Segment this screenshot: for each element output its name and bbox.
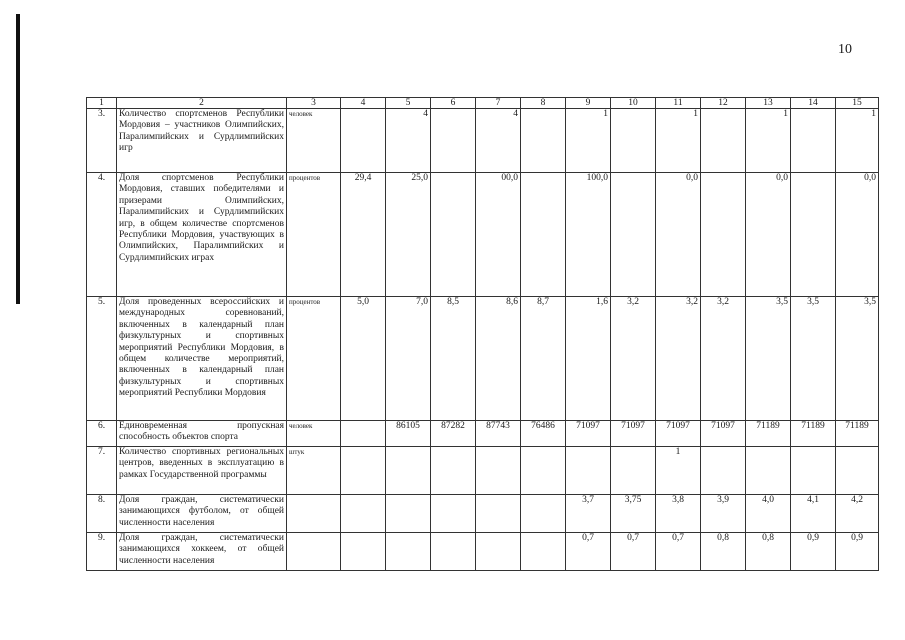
value-cell: [521, 533, 566, 571]
header-cell: 15: [836, 98, 879, 109]
value-cell: [701, 447, 746, 495]
unit-of-measure: [287, 495, 341, 533]
value-cell: 71097: [656, 421, 701, 447]
value-cell: 25,0: [386, 173, 431, 297]
table-row: [87, 533, 879, 571]
value-cell: [476, 495, 521, 533]
value-cell: 0,8: [746, 533, 791, 571]
value-cell: [611, 173, 656, 297]
value-cell: 0,7: [656, 533, 701, 571]
row-number: 9.: [87, 533, 117, 571]
value-cell: 3,75: [611, 495, 656, 533]
unit-of-measure: штук: [287, 447, 341, 495]
value-cell: 0,0: [836, 173, 879, 297]
indicator-name: Доля спортсменов Республики Мордовия, ставших победителями и призерами Олимпийских, Паралимпийских и Сурдлимпийских игр, в общем количестве спортсменов Республики Мордовия, участвующих в Олимпийских, Паралимпийских и Сурдлимпийских играх: [117, 173, 287, 297]
value-cell: 8,7: [521, 297, 566, 421]
value-cell: 71097: [566, 421, 611, 447]
value-cell: [566, 447, 611, 495]
value-cell: 3,7: [566, 495, 611, 533]
value-cell: 3,5: [836, 297, 879, 421]
value-cell: 0,9: [791, 533, 836, 571]
value-cell: 1: [566, 109, 611, 173]
value-cell: [431, 495, 476, 533]
value-cell: 0,8: [701, 533, 746, 571]
header-cell: 8: [521, 98, 566, 109]
value-cell: 87282: [431, 421, 476, 447]
value-cell: 8,5: [431, 297, 476, 421]
header-row: [87, 98, 879, 109]
header-cell: 2: [117, 98, 287, 109]
value-cell: 00,0: [476, 173, 521, 297]
value-cell: 100,0: [566, 173, 611, 297]
value-cell: [701, 173, 746, 297]
table-row: [87, 495, 879, 533]
indicator-name: Единовременная пропускная способность объектов спорта: [117, 421, 287, 447]
header-cell: 4: [341, 98, 386, 109]
value-cell: 7,0: [386, 297, 431, 421]
value-cell: 1: [746, 109, 791, 173]
value-cell: [431, 447, 476, 495]
value-cell: [521, 173, 566, 297]
value-cell: [836, 447, 879, 495]
value-cell: [746, 447, 791, 495]
value-cell: 3,8: [656, 495, 701, 533]
value-cell: [521, 495, 566, 533]
value-cell: [791, 109, 836, 173]
indicator-name: Количество спортсменов Республики Мордовия – участников Олимпийских, Паралимпийских и Сурдлимпийских игр: [117, 109, 287, 173]
value-cell: 86105: [386, 421, 431, 447]
value-cell: 4,2: [836, 495, 879, 533]
unit-of-measure: процентов: [287, 173, 341, 297]
value-cell: 4,1: [791, 495, 836, 533]
value-cell: 3,2: [701, 297, 746, 421]
value-cell: [521, 447, 566, 495]
value-cell: 1: [656, 109, 701, 173]
value-cell: 71097: [611, 421, 656, 447]
header-cell: 5: [386, 98, 431, 109]
indicators-table: [86, 97, 879, 571]
header-cell: 14: [791, 98, 836, 109]
table-row: [87, 109, 879, 173]
value-cell: [611, 447, 656, 495]
value-cell: [791, 173, 836, 297]
value-cell: 76486: [521, 421, 566, 447]
table-row: [87, 297, 879, 421]
unit-of-measure: человек: [287, 109, 341, 173]
unit-of-measure: человек: [287, 421, 341, 447]
value-cell: 71097: [701, 421, 746, 447]
unit-of-measure: [287, 533, 341, 571]
value-cell: 71189: [746, 421, 791, 447]
value-cell: 0,9: [836, 533, 879, 571]
value-cell: [341, 109, 386, 173]
value-cell: [341, 533, 386, 571]
row-number: 6.: [87, 421, 117, 447]
value-cell: 0,0: [746, 173, 791, 297]
value-cell: [431, 533, 476, 571]
value-cell: [521, 109, 566, 173]
header-cell: 7: [476, 98, 521, 109]
value-cell: [476, 533, 521, 571]
value-cell: 3,5: [746, 297, 791, 421]
table-row: [87, 447, 879, 495]
value-cell: [476, 447, 521, 495]
value-cell: 71189: [836, 421, 879, 447]
indicator-name: Доля граждан, систематически занимающихся хоккеем, от общей численности населения: [117, 533, 287, 571]
value-cell: [386, 533, 431, 571]
value-cell: 4,0: [746, 495, 791, 533]
header-cell: 13: [746, 98, 791, 109]
value-cell: [701, 109, 746, 173]
value-cell: 0,0: [656, 173, 701, 297]
page-number: 10: [838, 42, 852, 57]
header-cell: 11: [656, 98, 701, 109]
value-cell: 1,6: [566, 297, 611, 421]
value-cell: 0,7: [566, 533, 611, 571]
value-cell: 87743: [476, 421, 521, 447]
value-cell: 29,4: [341, 173, 386, 297]
row-number: 8.: [87, 495, 117, 533]
value-cell: 71189: [791, 421, 836, 447]
value-cell: [386, 495, 431, 533]
value-cell: [431, 109, 476, 173]
scan-edge-mark: [16, 14, 20, 304]
value-cell: 4: [386, 109, 431, 173]
value-cell: 1: [656, 447, 701, 495]
value-cell: [341, 447, 386, 495]
header-cell: 1: [87, 98, 117, 109]
table-row: [87, 421, 879, 447]
header-cell: 6: [431, 98, 476, 109]
value-cell: 1: [836, 109, 879, 173]
table-row: [87, 173, 879, 297]
value-cell: [341, 495, 386, 533]
header-cell: 10: [611, 98, 656, 109]
value-cell: 8,6: [476, 297, 521, 421]
value-cell: [791, 447, 836, 495]
value-cell: [431, 173, 476, 297]
header-cell: 3: [287, 98, 341, 109]
header-cell: 12: [701, 98, 746, 109]
value-cell: [611, 109, 656, 173]
row-number: 7.: [87, 447, 117, 495]
unit-of-measure: процентов: [287, 297, 341, 421]
indicator-name: Доля граждан, систематически занимающихся футболом, от общей численности населения: [117, 495, 287, 533]
indicator-name: Количество спортивных региональных центров, введенных в эксплуатацию в рамках Государственной программы: [117, 447, 287, 495]
row-number: 3.: [87, 109, 117, 173]
value-cell: 0,7: [611, 533, 656, 571]
value-cell: [386, 447, 431, 495]
value-cell: 4: [476, 109, 521, 173]
row-number: 4.: [87, 173, 117, 297]
header-cell: 9: [566, 98, 611, 109]
value-cell: 3,2: [656, 297, 701, 421]
value-cell: 3,2: [611, 297, 656, 421]
indicator-name: Доля проведенных всероссийских и международных соревнований, включенных в календарный план физкультурных и спортивных мероприятий Республики Мордовия, в общем количестве мероприятий, включенных в календарный план физкультурных и спортивных мероприятий Республики Мордовия: [117, 297, 287, 421]
value-cell: 3,5: [791, 297, 836, 421]
row-number: 5.: [87, 297, 117, 421]
value-cell: 5,0: [341, 297, 386, 421]
value-cell: 3,9: [701, 495, 746, 533]
value-cell: [341, 421, 386, 447]
